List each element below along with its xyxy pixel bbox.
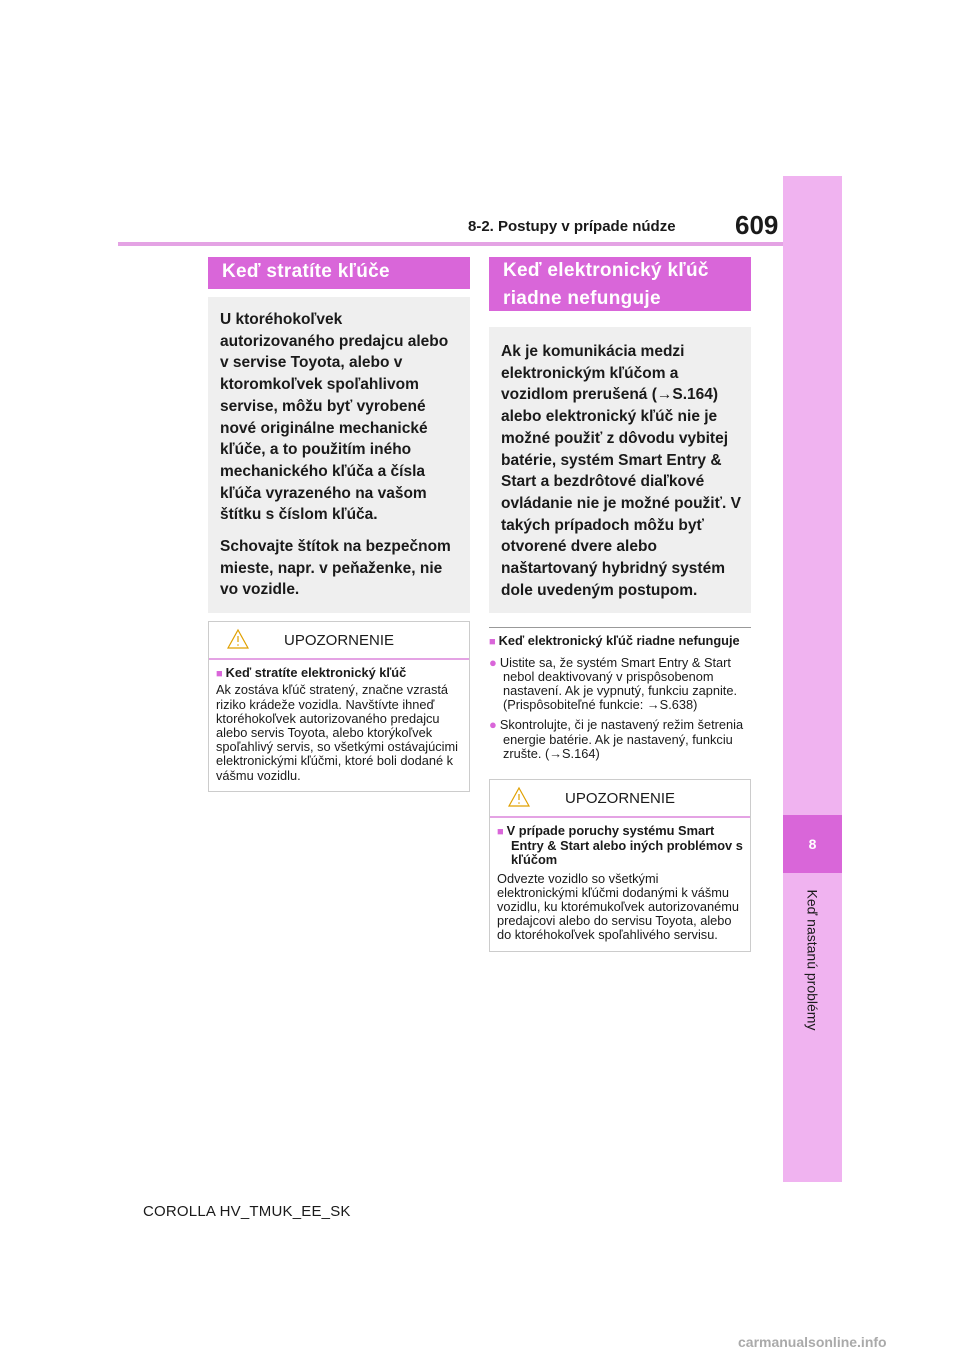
lost-keys-heading: Keď stratíte kľúče bbox=[208, 257, 470, 289]
key-malfunction-info-paragraph: Ak je komunikácia medzi elektronickým kľúčom a vozidlom prerušená (→S.164) alebo elektronický kľúč nie je možné použiť z dôvodu vybitej batérie, systém Smart Entry & Start a bezdrôtové diaľkové ovládanie nie je možné použiť. V takých prípadoch môžu byť otvorené dvere alebo naštartovaný hybridný systém dole uvedeným postupom. bbox=[501, 343, 741, 599]
lost-keys-info-paragraph: U ktoréhokoľvek autorizovaného predajcu alebo v servise Toyota, alebo v ktoromkoľvek spoľahlivom servise, môžu byť vyrobené nové originálne mechanické kľúče, a to použitím iného mechanického kľúča a čísla kľúča vyrazeného na vašom štítku s číslom kľúča. bbox=[220, 311, 449, 524]
list-title-text: Keď elektronický kľúč riadne nefunguje bbox=[498, 633, 740, 649]
warning-triangle-icon bbox=[227, 628, 249, 650]
key-malfunction-info-box bbox=[489, 327, 751, 613]
watermark: carmanualsonline.info bbox=[738, 1334, 887, 1350]
list-item bbox=[489, 656, 751, 713]
caution-text: Odvezte vozidlo so všetkými elektronickými kľúčmi dodanými k vášmu vozidlu, ku ktorémukoľvek autorizovanému predajcovi alebo do servisu Toyota, alebo do ktoréhokoľvek spoľahlivého servisu. bbox=[497, 870, 740, 943]
section-title: 8-2. Postupy v prípade núdze bbox=[468, 218, 676, 235]
list-title bbox=[489, 634, 751, 649]
lost-key-caution bbox=[208, 621, 470, 792]
right-column bbox=[489, 257, 751, 952]
footer-model: COROLLA HV_TMUK_EE_SK bbox=[143, 1203, 351, 1220]
lost-keys-info-box bbox=[208, 297, 470, 613]
square-bullet-icon: ■ bbox=[489, 636, 496, 649]
round-bullet-icon: ● bbox=[489, 654, 497, 670]
square-bullet-icon: ■ bbox=[216, 668, 223, 681]
malfunction-caution bbox=[489, 779, 751, 952]
caution-title bbox=[216, 666, 462, 681]
caution-header bbox=[490, 780, 750, 818]
list-item bbox=[489, 718, 751, 761]
caution-text: Ak zostáva kľúč stratený, značne vzrastá riziko krádeže vozidla. Navštívte ihneď ktoréhokoľvek autorizovaného predajcu alebo servis Toyota, alebo ktorýkoľvek spoľahlivý servis, so všetkými ostávajúcimi elektronickými kľúčmi, ktoré boli dodané k vášmu vozidlu. bbox=[216, 682, 458, 783]
square-bullet-icon: ■ bbox=[497, 826, 504, 839]
warning-triangle-icon bbox=[508, 786, 530, 808]
caution-title-text: Keď stratíte elektronický kľúč bbox=[225, 665, 407, 681]
list-item-text: Uistite sa, že systém Smart Entry & Start nebol deaktivovaný v prispôsobenom nastavení. Ak je vypnutý, funkciu zapnite. (Prispôsobiteľné funkcie: →S.638) bbox=[499, 654, 738, 713]
caution-label: UPOZORNENIE bbox=[283, 631, 394, 649]
caution-label: UPOZORNENIE bbox=[564, 789, 675, 807]
caution-title bbox=[497, 824, 743, 868]
divider bbox=[489, 627, 751, 628]
chapter-label bbox=[783, 880, 842, 1040]
chapter-number: 8 bbox=[783, 815, 842, 873]
key-malfunction-list bbox=[489, 634, 751, 761]
caution-title-text: V prípade poruchy systému Smart Entry & Start alebo iných problémov s kľúčom bbox=[506, 823, 743, 868]
header-rule bbox=[118, 242, 783, 246]
left-column bbox=[208, 257, 470, 792]
chapter-label-text: Keď nastanú problémy bbox=[804, 889, 821, 1031]
caution-body bbox=[490, 818, 750, 951]
key-malfunction-heading: Keď elektronický kľúč riadne nefunguje bbox=[489, 257, 751, 311]
round-bullet-icon: ● bbox=[489, 717, 497, 733]
caution-header bbox=[209, 622, 469, 660]
caution-body bbox=[209, 660, 469, 791]
lost-keys-tag-paragraph: Schovajte štítok na bezpečnom mieste, napr. v peňaženke, nie vo vozidle. bbox=[220, 538, 451, 599]
list-item-text: Skontrolujte, či je nastavený režim šetrenia energie batérie. Ak je nastavený, funkciu zrušte. (→S.164) bbox=[499, 717, 744, 761]
page-number: 609 bbox=[735, 210, 779, 240]
